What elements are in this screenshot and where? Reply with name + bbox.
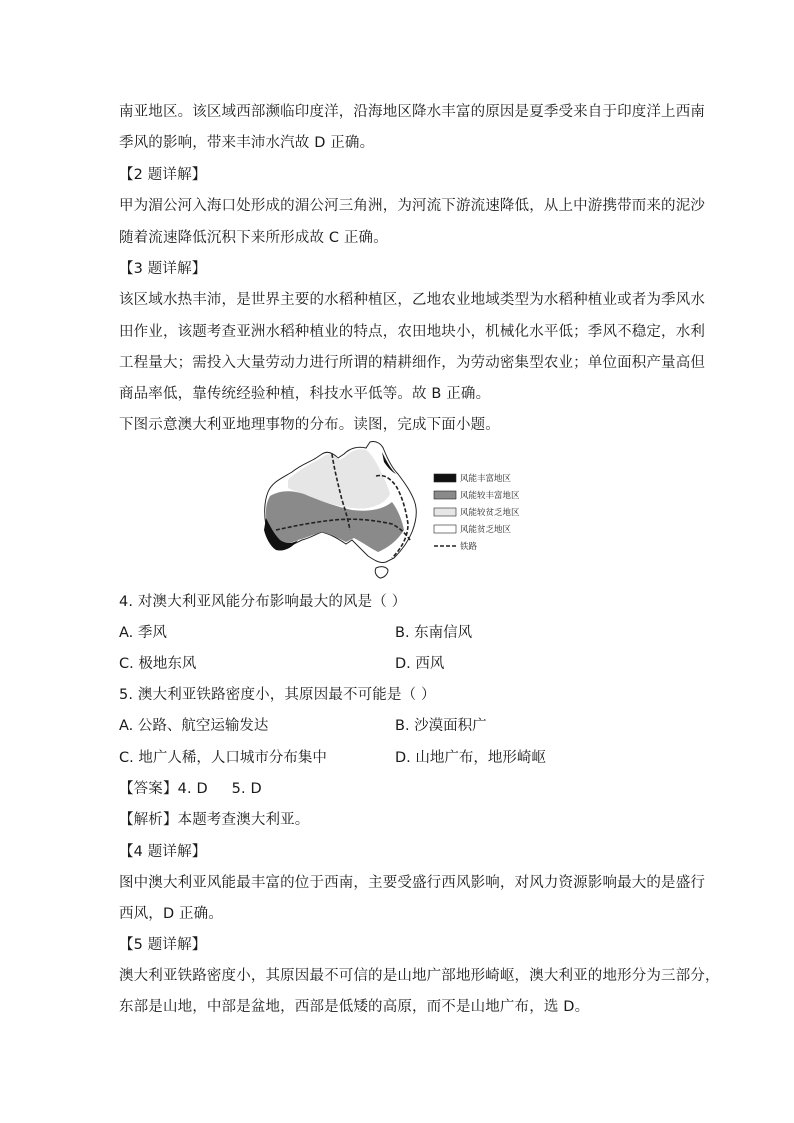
question-4-stem: 4. 对澳大利亚风能分布影响最大的风是（ ）	[119, 594, 407, 610]
tasmania-island	[375, 567, 388, 578]
paragraph-3-line-2: 田作业，该题考查亚洲水稻种植业的特点，农田地块小，机械化水平低；季风不稳定，水利	[119, 324, 705, 340]
paragraph-4-line-1: 图中澳大利亚风能最丰富的位于西南，主要受盛行西风影响，对风力资源影响最大的是盛行	[119, 875, 705, 891]
question-5-option-a: A. 公路、航空运输发达	[119, 718, 269, 734]
paragraph-5-line-2: 东部是山地，中部是盆地，西部是低矮的高原，而不是山地广布，选 D。	[119, 999, 590, 1015]
section-heading-2: 【2 题详解】	[119, 167, 207, 183]
paragraph-3-line-4: 商品率低，靠传统经验种植，科技水平低等。故 B 正确。	[119, 386, 491, 402]
paragraph-3-line-3: 工程量大；需投入大量劳动力进行所谓的精耕细作，为劳动密集型农业；单位面积产量高但	[119, 355, 705, 371]
paragraph-2-line-1: 甲为湄公河入海口处形成的湄公河三角洲，为河流下游流速降低，从上中游携带而来的泥沙	[119, 198, 705, 214]
australia-wind-energy-map	[258, 440, 558, 580]
legend-rich: 风能丰富地区	[460, 474, 512, 484]
figure-intro: 下图示意澳大利亚地理事物的分布。读图，完成下面小题。	[119, 417, 500, 433]
question-5-option-d: D. 山地广布，地形崎岖	[395, 750, 546, 766]
legend-fairly-poor: 风能较贫乏地区	[460, 508, 520, 518]
answer-line: 【答案】4. D 5. D	[119, 781, 262, 797]
question-4-option-c: C. 极地东风	[119, 656, 197, 672]
question-4-option-d: D. 西风	[395, 656, 445, 672]
analysis-line: 【解析】本题考查澳大利亚。	[119, 812, 310, 828]
paragraph-1-line-1: 南亚地区。该区域西部濒临印度洋，沿海地区降水丰富的原因是夏季受来自于印度洋上西南	[119, 104, 705, 120]
paragraph-4-line-2: 西风，D 正确。	[119, 906, 223, 922]
section-heading-4: 【4 题详解】	[119, 844, 207, 860]
legend-railway: 铁路	[460, 542, 478, 552]
paragraph-2-line-2: 随着流速降低沉积下来所形成故 C 正确。	[119, 230, 388, 246]
paragraph-1-line-2: 季风的影响，带来丰沛水汽故 D 正确。	[119, 135, 375, 151]
map-legend	[434, 473, 520, 552]
legend-poor: 风能贫乏地区	[460, 525, 512, 535]
question-5-option-b: B. 沙漠面积广	[395, 718, 487, 734]
map-drawing	[264, 441, 416, 578]
legend-fairly-rich: 风能较丰富地区	[460, 491, 520, 501]
section-heading-3: 【3 题详解】	[119, 261, 207, 277]
question-4-option-b: B. 东南信风	[395, 625, 473, 641]
paragraph-5-line-1: 澳大利亚铁路密度小，其原因最不可信的是山地广部地形崎岖，澳大利亚的地形分为三部分，	[119, 968, 720, 984]
question-5-stem: 5. 澳大利亚铁路密度小，其原因最不可能是（ ）	[119, 687, 436, 703]
question-4-option-a: A. 季风	[119, 625, 167, 641]
question-5-option-c: C. 地广人稀，人口城市分布集中	[119, 750, 327, 766]
section-heading-5: 【5 题详解】	[119, 937, 207, 953]
paragraph-3-line-1: 该区域水热丰沛，是世界主要的水稻种植区，乙地农业地域类型为水稻种植业或者为季风水	[119, 292, 705, 308]
